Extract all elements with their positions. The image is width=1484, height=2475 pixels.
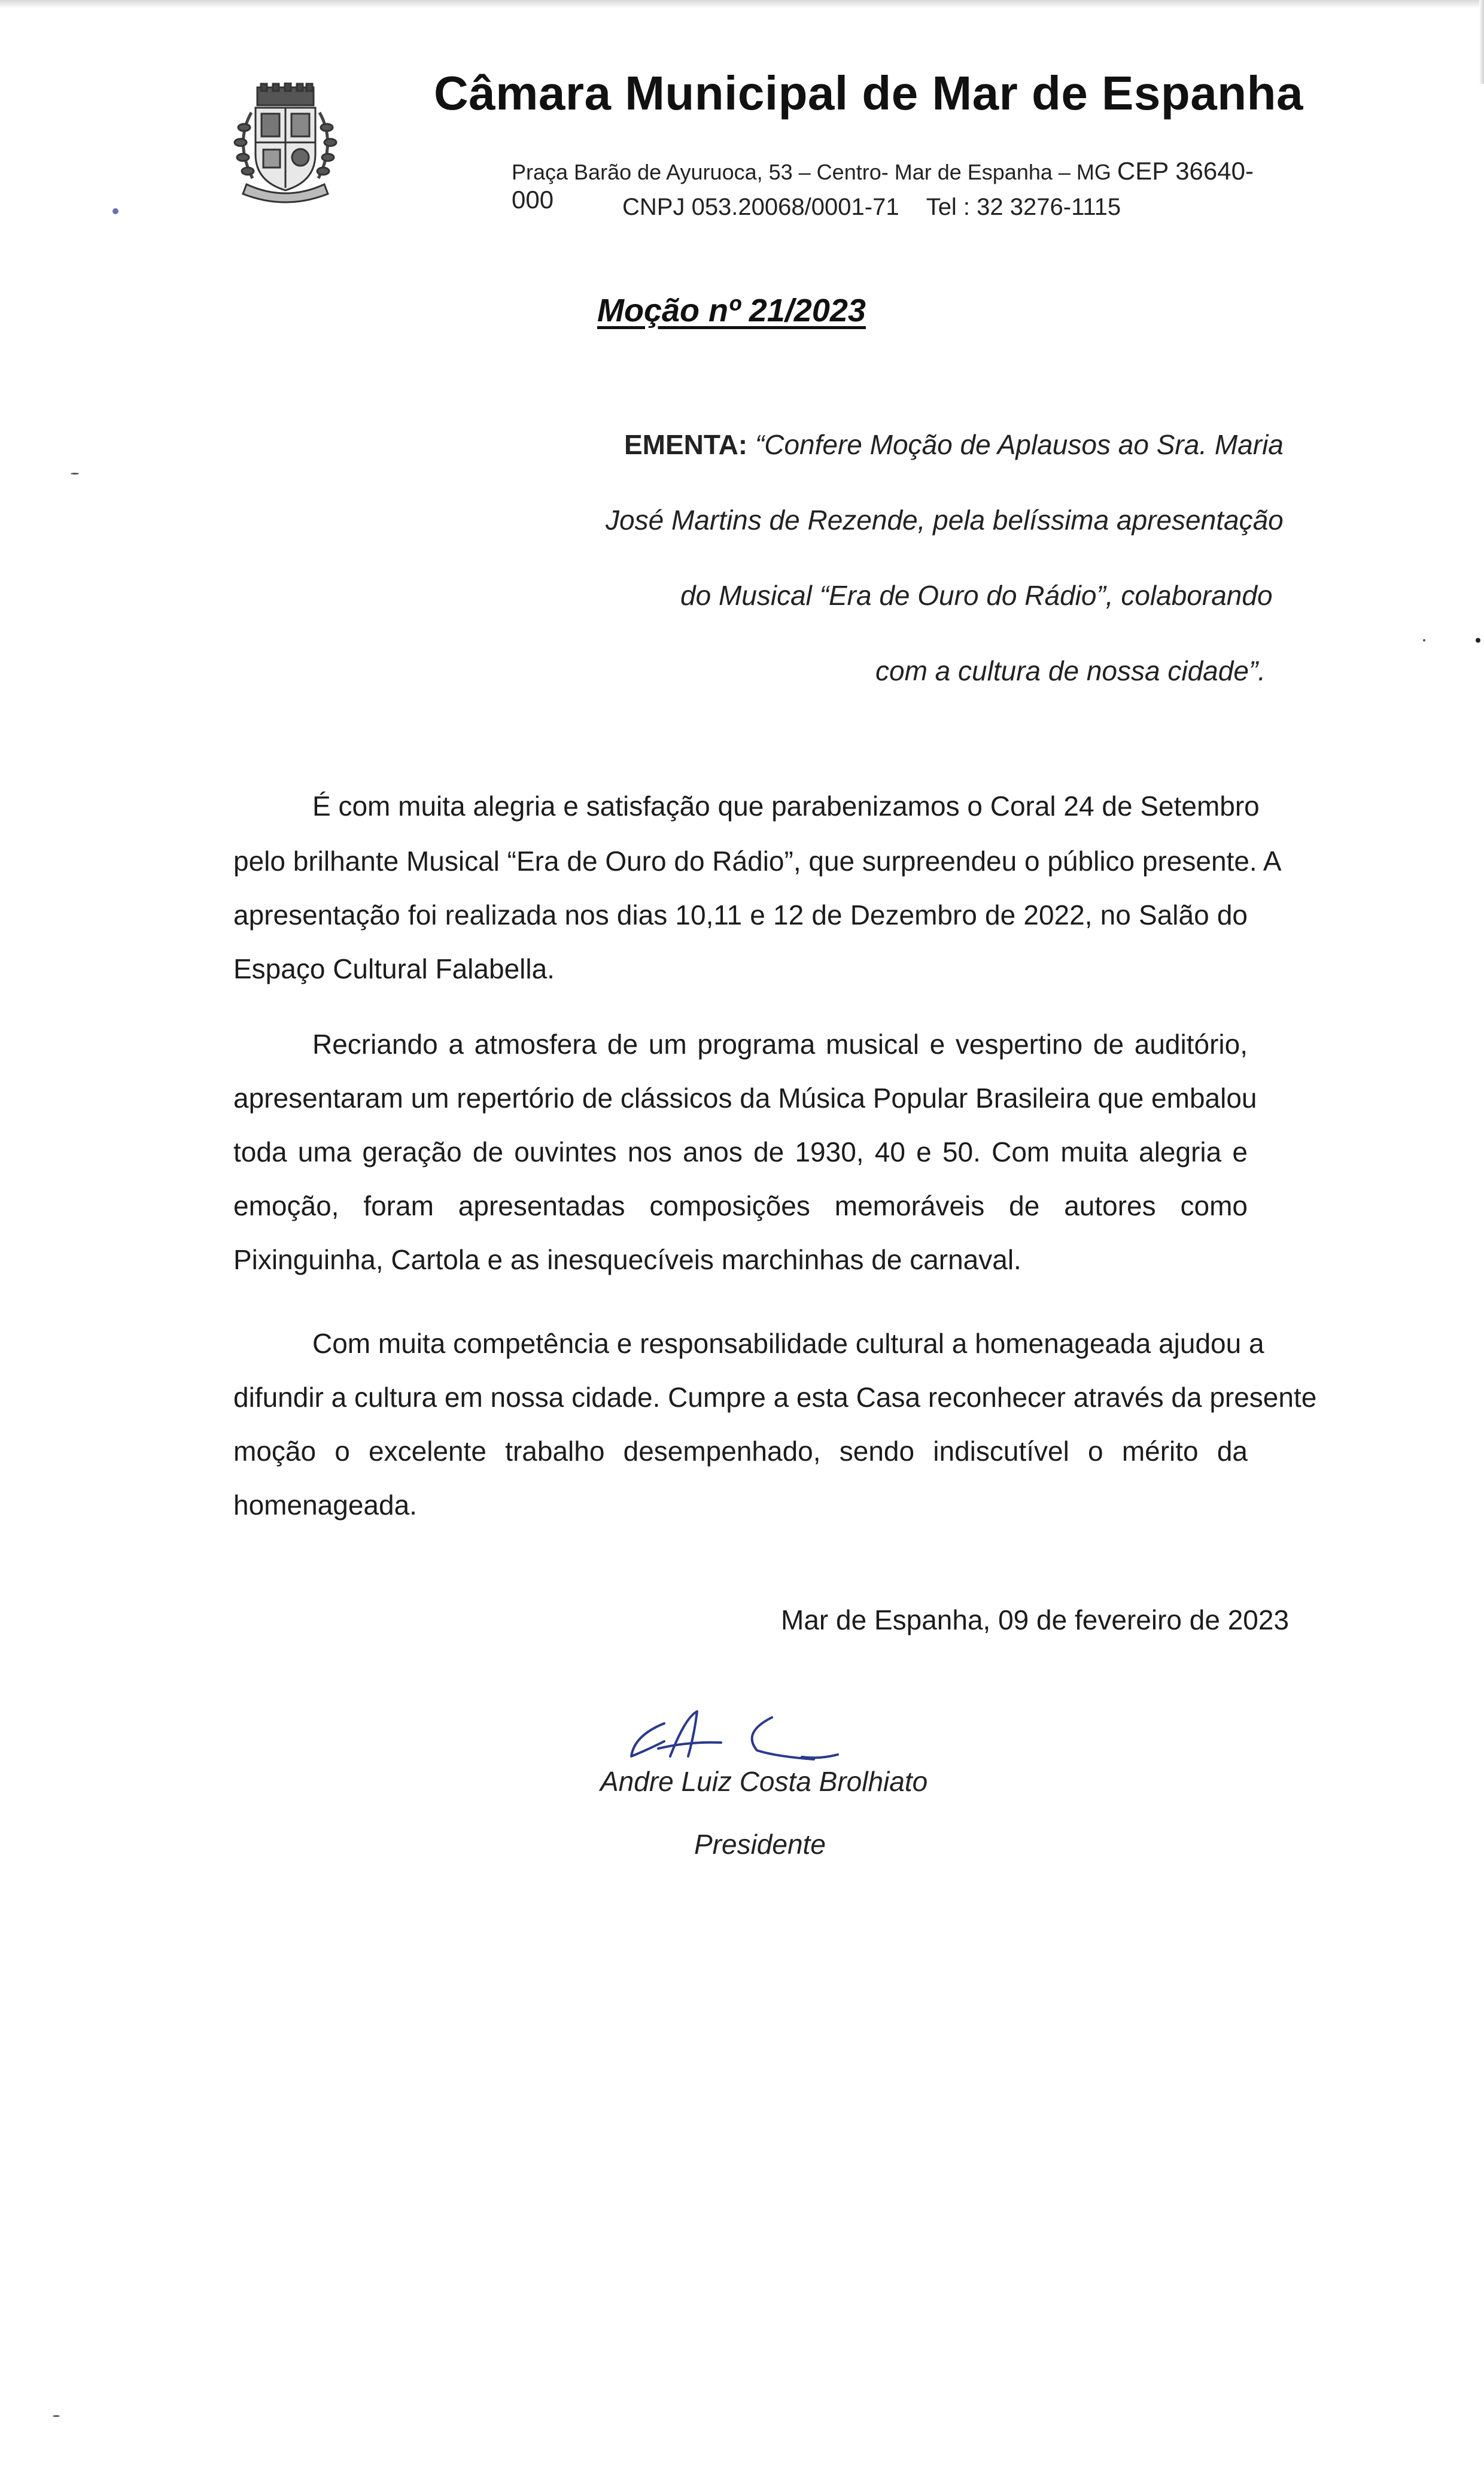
ementa-line [624,428,1284,461]
scan-speck [71,473,79,475]
scan-edge-shadow [0,0,1484,8]
postal-code: CEP 36640-000 [512,157,1254,214]
registration-line [622,194,1340,221]
paragraph-line: pelo brilhante Musical “Era de Ouro do Rádio”, que surpreendeu o público presente. A [233,846,1282,877]
ementa-label: EMENTA: [624,429,748,460]
document-title: Moção nº 21/2023 [597,293,866,329]
paragraph-line: moção o excelente trabalho desempenhado, sendo indiscutível o mérito da [233,1436,1248,1467]
paragraph-line: Recriando a atmosfera de um programa musical e vespertino de auditório, [312,1029,1248,1060]
paragraph-line: difundir a cultura em nossa cidade. Cumpre a esta Casa reconhecer através da presente [233,1382,1317,1413]
paragraph-line: Espaço Cultural Falabella. [233,953,555,984]
ementa-line: com a cultura de nossa cidade”. [875,655,1266,686]
scan-speck [1423,639,1425,641]
scan-edge-shadow-right [1479,0,1484,84]
paragraph-line: toda uma geração de ouvintes nos anos de 1930, 40 e 50. Com muita alegria e [233,1136,1248,1167]
paragraph-line: emoção, foram apresentadas composições memoráveis de autores como [233,1190,1248,1221]
paragraph-line: É com muita alegria e satisfação que parabenizamos o Coral 24 de Setembro [312,790,1260,822]
street-address: Praça Barão de Ayuruoca, 53 – Centro- Mar de Espanha – MG [512,160,1111,184]
signer-name: Andre Luiz Costa Brolhiato [600,1766,928,1797]
signer-role: Presidente [694,1829,826,1860]
organization-name: Câmara Municipal de Mar de Espanha [434,66,1303,120]
cnpj-number: CNPJ 053.20068/0001-71 [622,194,899,220]
paragraph-line: apresentaram um repertório de clássicos da Música Popular Brasileira que embalou [233,1083,1257,1114]
ementa-text: “Confere Moção de Aplausos ao Sra. Maria [755,429,1284,460]
municipal-coat-of-arms-icon [223,83,348,208]
paragraph-line: Pixinguinha, Cartola e as inesquecíveis marchinhas de carnaval. [233,1244,1021,1275]
paragraph-line: homenageada. [233,1489,417,1521]
ementa-line: José Martins de Rezende, pela belíssima apresentação [606,504,1284,536]
paragraph-line: apresentação foi realizada nos dias 10,11 e 12 de Dezembro de 2022, no Salão do [233,899,1248,931]
telephone: Tel : 32 3276-1115 [926,194,1121,220]
scan-speck [112,208,118,214]
date-line: Mar de Espanha, 09 de fevereiro de 2023 [781,1604,1290,1635]
ementa-line: do Musical “Era de Ouro do Rádio”, colaborando [680,580,1273,611]
paragraph-line: Com muita competência e responsabilidade cultural a homenageada ajudou a [312,1328,1264,1359]
handwritten-signature [622,1699,850,1771]
scan-speck [1476,638,1480,643]
scan-speck [53,2415,60,2417]
